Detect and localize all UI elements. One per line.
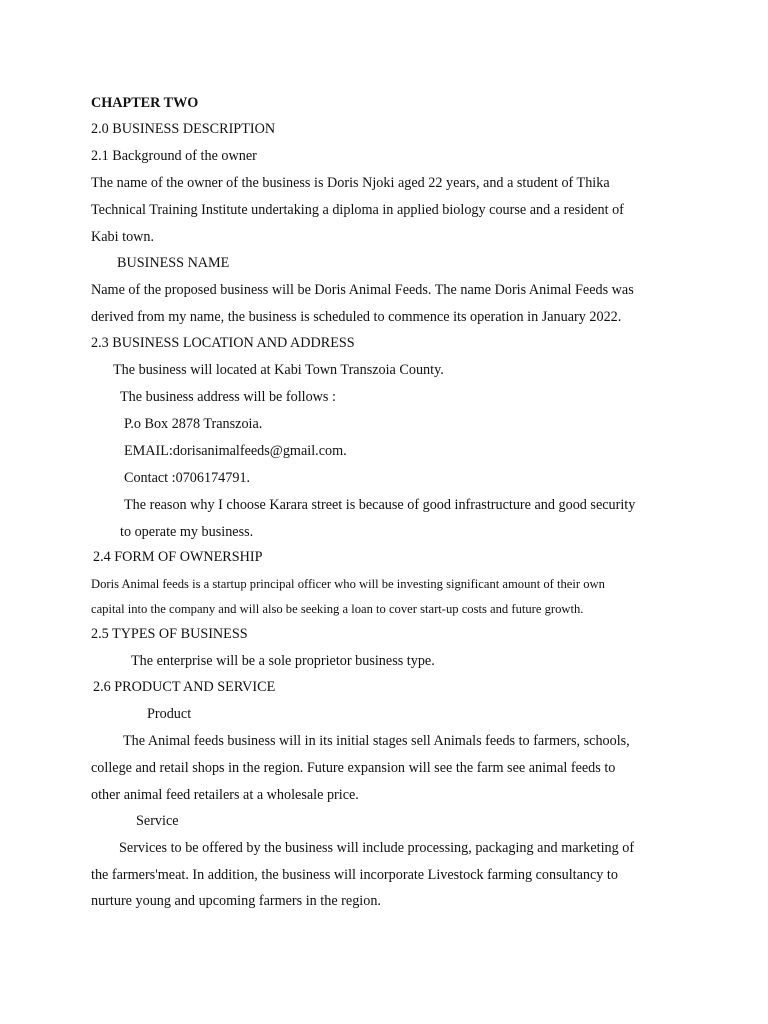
- product-line: other animal feed retailers at a wholesale price.: [91, 787, 359, 803]
- section-heading-2-3: 2.3 BUSINESS LOCATION AND ADDRESS: [91, 335, 355, 351]
- po-box-text: P.o Box 2878 Transzoia.: [124, 416, 263, 432]
- ownership-line: capital into the company and will also be seeking a loan to cover start-up costs and future growth.: [91, 602, 584, 616]
- owner-background-line: Kabi town.: [91, 229, 155, 245]
- service-heading: Service: [136, 813, 179, 829]
- business-type-text: The enterprise will be a sole proprietor business type.: [131, 653, 435, 669]
- ownership-line: Doris Animal feeds is a startup principal officer who will be investing significant amount of their own: [91, 577, 605, 591]
- product-heading: Product: [147, 706, 192, 722]
- product-line: college and retail shops in the region. Future expansion will see the farm see animal feeds to: [91, 760, 616, 776]
- product-line: The Animal feeds business will in its initial stages sell Animals feeds to farmers, schools,: [123, 733, 630, 749]
- owner-background-line: The name of the owner of the business is Doris Njoki aged 22 years, and a student of Thika: [91, 175, 610, 191]
- section-heading-2-4: 2.4 FORM OF OWNERSHIP: [93, 549, 263, 565]
- owner-background-line: Technical Training Institute undertaking a diploma in applied biology course and a resident of: [91, 202, 624, 218]
- service-line: Services to be offered by the business will include processing, packaging and marketing of: [119, 840, 635, 856]
- section-heading-2-5: 2.5 TYPES OF BUSINESS: [91, 626, 248, 642]
- email-text: EMAIL:dorisanimalfeeds@gmail.com.: [124, 443, 347, 459]
- section-heading-2-1: 2.1 Background of the owner: [91, 148, 257, 164]
- contact-text: Contact :0706174791.: [124, 470, 251, 486]
- chapter-title: CHAPTER TWO: [91, 95, 199, 111]
- business-name-heading: BUSINESS NAME: [117, 255, 230, 271]
- section-heading-2-0: 2.0 BUSINESS DESCRIPTION: [91, 121, 276, 137]
- business-location-text: The business will located at Kabi Town Transzoia County.: [113, 362, 444, 378]
- section-heading-2-6: 2.6 PRODUCT AND SERVICE: [93, 679, 276, 695]
- business-name-line: Name of the proposed business will be Doris Animal Feeds. The name Doris Animal Feeds was: [91, 282, 634, 298]
- location-reason-line: The reason why I choose Karara street is because of good infrastructure and good security: [124, 497, 636, 513]
- business-name-line: derived from my name, the business is scheduled to commence its operation in January 2022.: [91, 309, 622, 325]
- location-reason-line: to operate my business.: [120, 524, 254, 540]
- address-intro-text: The business address will be follows :: [120, 389, 336, 405]
- service-line: the farmers'meat. In addition, the business will incorporate Livestock farming consultancy to: [91, 867, 618, 883]
- service-line: nurture young and upcoming farmers in the region.: [91, 893, 381, 909]
